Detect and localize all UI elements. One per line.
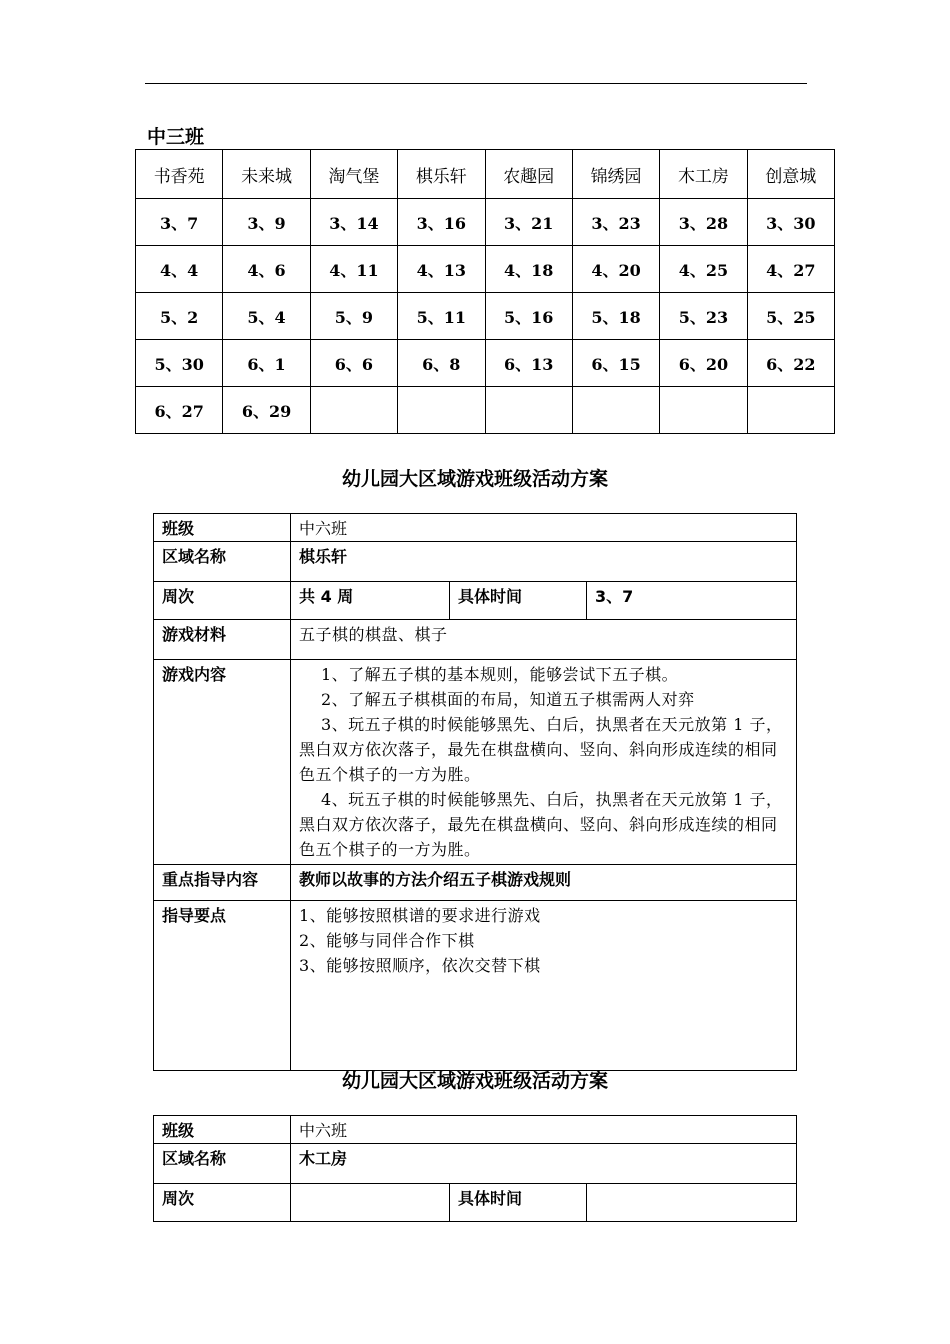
schedule-cell: 3、30	[747, 199, 834, 246]
plan2-week-row	[154, 1184, 797, 1222]
plan2-class-row	[154, 1116, 797, 1144]
schedule-header-cell: 锦绣园	[572, 150, 659, 199]
schedule-cell: 5、18	[572, 293, 659, 340]
plan1-week-value: 共 4 周	[291, 582, 450, 620]
schedule-row	[136, 340, 835, 387]
schedule-cell: 6、15	[572, 340, 659, 387]
plan1-content-cell	[291, 660, 797, 865]
plan1-week-label: 周次	[154, 582, 291, 620]
plan2-time-label: 具体时间	[450, 1184, 587, 1222]
schedule-cell: 5、23	[660, 293, 747, 340]
schedule-cell: 5、25	[747, 293, 834, 340]
schedule-cell: 6、6	[310, 340, 397, 387]
plan1-content-label: 游戏内容	[154, 660, 291, 865]
guide-item: 2、能够与同伴合作下棋	[299, 931, 475, 950]
schedule-cell: 6、13	[485, 340, 572, 387]
schedule-header-cell: 木工房	[660, 150, 747, 199]
schedule-header-cell: 淘气堡	[310, 150, 397, 199]
plan1-time-value: 3、7	[587, 582, 797, 620]
plan2-area-row	[154, 1144, 797, 1184]
schedule-cell: 5、11	[398, 293, 485, 340]
plan2-area-value: 木工房	[291, 1144, 797, 1184]
content-item: 1、了解五子棋的基本规则，能够尝试下五子棋。	[321, 665, 679, 684]
plan2-table	[153, 1115, 797, 1222]
schedule-header-cell: 创意城	[747, 150, 834, 199]
schedule-row	[136, 199, 835, 246]
schedule-header-cell: 未来城	[223, 150, 310, 199]
schedule-cell: 3、9	[223, 199, 310, 246]
plan1-class-value: 中六班	[291, 514, 797, 542]
content-item: 4、玩五子棋的时候能够黑先、白后，执黑者在天元放第 1 子，黑白双方依次落子，最先在棋盘横向、竖向、斜向形成连续的相同色五个棋子的一方为胜。	[299, 790, 783, 859]
schedule-cell: 5、9	[310, 293, 397, 340]
schedule-cell: 5、30	[136, 340, 223, 387]
schedule-cell: 5、4	[223, 293, 310, 340]
plan1-material-label: 游戏材料	[154, 620, 291, 660]
schedule-row	[136, 293, 835, 340]
schedule-cell	[572, 387, 659, 434]
plan1-title: 幼儿园大区域游戏班级活动方案	[341, 468, 608, 490]
schedule-class-name: 中三班	[147, 126, 205, 148]
content-item: 2、了解五子棋棋面的布局，知道五子棋需两人对弈	[321, 690, 695, 709]
schedule-cell: 3、14	[310, 199, 397, 246]
plan1-material-row	[154, 620, 797, 660]
plan1-class-row	[154, 514, 797, 542]
plan2-class-label: 班级	[154, 1116, 291, 1144]
schedule-cell	[398, 387, 485, 434]
schedule-cell: 4、13	[398, 246, 485, 293]
schedule-cell: 4、18	[485, 246, 572, 293]
schedule-cell: 5、2	[136, 293, 223, 340]
plan1-focus-row	[154, 865, 797, 901]
schedule-cell: 4、6	[223, 246, 310, 293]
plan1-content-row	[154, 660, 797, 865]
plan2-week-label: 周次	[154, 1184, 291, 1222]
plan1-guide-label: 指导要点	[154, 901, 291, 1071]
schedule-table	[135, 149, 835, 434]
schedule-header-row	[136, 150, 835, 199]
schedule-cell	[310, 387, 397, 434]
schedule-cell: 3、16	[398, 199, 485, 246]
plan1-guide-cell	[291, 901, 797, 1071]
plan1-focus-value: 教师以故事的方法介绍五子棋游戏规则	[291, 865, 797, 901]
guide-item: 3、能够按照顺序，依次交替下棋	[299, 956, 541, 975]
schedule-row	[136, 387, 835, 434]
plan1-material-value: 五子棋的棋盘、棋子	[291, 620, 797, 660]
schedule-cell: 3、21	[485, 199, 572, 246]
schedule-cell: 6、27	[136, 387, 223, 434]
plan1-class-label: 班级	[154, 514, 291, 542]
plan2-class-value: 中六班	[291, 1116, 797, 1144]
plan1-area-label: 区域名称	[154, 542, 291, 582]
schedule-cell: 6、1	[223, 340, 310, 387]
schedule-cell: 6、22	[747, 340, 834, 387]
plan1-area-value: 棋乐轩	[291, 542, 797, 582]
schedule-cell: 3、7	[136, 199, 223, 246]
plan1-guide-row	[154, 901, 797, 1071]
plan2-area-label: 区域名称	[154, 1144, 291, 1184]
schedule-cell: 6、29	[223, 387, 310, 434]
plan1-table	[153, 513, 797, 1071]
schedule-cell: 5、16	[485, 293, 572, 340]
plan2-time-value	[587, 1184, 797, 1222]
schedule-cell	[660, 387, 747, 434]
schedule-row	[136, 246, 835, 293]
header-rule	[145, 83, 807, 84]
plan1-focus-label: 重点指导内容	[154, 865, 291, 901]
schedule-cell: 4、11	[310, 246, 397, 293]
plan2-week-value	[291, 1184, 450, 1222]
schedule-cell: 6、8	[398, 340, 485, 387]
schedule-header-cell: 农趣园	[485, 150, 572, 199]
content-item: 3、玩五子棋的时候能够黑先、白后，执黑者在天元放第 1 子，黑白双方依次落子，最先在棋盘横向、竖向、斜向形成连续的相同色五个棋子的一方为胜。	[299, 715, 783, 784]
schedule-header-cell: 棋乐轩	[398, 150, 485, 199]
schedule-cell: 4、20	[572, 246, 659, 293]
schedule-cell: 4、25	[660, 246, 747, 293]
plan1-week-row	[154, 582, 797, 620]
schedule-cell: 3、23	[572, 199, 659, 246]
plan1-area-row	[154, 542, 797, 582]
schedule-cell: 4、4	[136, 246, 223, 293]
schedule-cell: 4、27	[747, 246, 834, 293]
plan2-title: 幼儿园大区域游戏班级活动方案	[341, 1070, 608, 1092]
plan1-time-label: 具体时间	[450, 582, 587, 620]
schedule-cell	[485, 387, 572, 434]
schedule-cell: 3、28	[660, 199, 747, 246]
schedule-cell: 6、20	[660, 340, 747, 387]
guide-item: 1、能够按照棋谱的要求进行游戏	[299, 906, 541, 925]
schedule-cell	[747, 387, 834, 434]
schedule-header-cell: 书香苑	[136, 150, 223, 199]
